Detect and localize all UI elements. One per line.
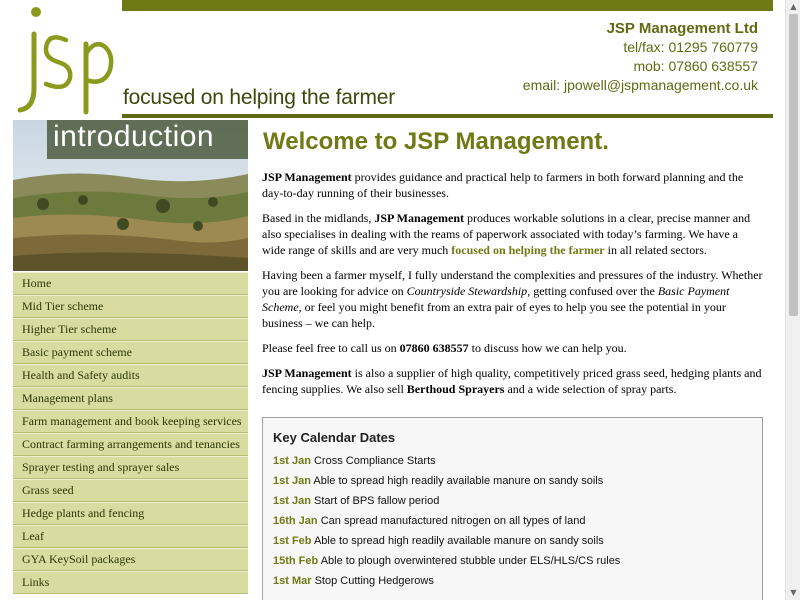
jsp-logo[interactable] bbox=[14, 0, 118, 116]
calendar-date: 1st Jan bbox=[273, 475, 311, 487]
intro-paragraph-3 bbox=[262, 267, 764, 331]
calendar-event: Can spread manufactured nitrogen on all types of land bbox=[320, 515, 586, 527]
sidebar-item-grass-seed[interactable]: Grass seed bbox=[13, 479, 248, 502]
scheme-name: Basic Payment Scheme bbox=[262, 284, 730, 314]
intro-paragraph-5 bbox=[262, 365, 764, 397]
calendar-event: Able to plough overwintered stubble under ELS/HLS/CS rules bbox=[320, 555, 621, 567]
calendar-date: 1st Jan bbox=[273, 455, 311, 467]
tagline: focused on helping the farmer bbox=[123, 86, 396, 109]
introduction-banner bbox=[13, 120, 248, 271]
calendar-event: Stop Cutting Hedgerows bbox=[314, 575, 434, 587]
mobile-number: mob: 07860 638557 bbox=[633, 58, 758, 74]
scheme-name: Countryside Stewardship bbox=[406, 284, 528, 298]
calendar-date: 15th Feb bbox=[273, 555, 319, 567]
company-name-strong: JSP Management bbox=[262, 366, 352, 380]
scrollbar-thumb[interactable] bbox=[789, 14, 798, 316]
company-name: JSP Management Ltd bbox=[606, 20, 758, 37]
intro-paragraph-4 bbox=[262, 340, 764, 356]
key-calendar-dates-box bbox=[262, 417, 763, 600]
paragraph-text: provides guidance and practical help to farmers in both forward planning and the day-to-day running of their businesses. bbox=[262, 170, 744, 200]
sidebar-item-farm-management-and-book-keeping-services[interactable]: Farm management and book keeping services bbox=[13, 410, 248, 433]
calendar-row bbox=[273, 554, 752, 568]
vertical-scrollbar[interactable] bbox=[785, 0, 800, 600]
paragraph-text: , or feel you might benefit from an extra pair of eyes to help you see the potential in your business – we can help. bbox=[262, 300, 726, 330]
company-name-strong: JSP Management bbox=[374, 211, 464, 225]
calendar-event: Cross Compliance Starts bbox=[313, 455, 436, 467]
calendar-row bbox=[273, 534, 752, 548]
calendar-date: 16th Jan bbox=[273, 515, 318, 527]
calendar-event: Start of BPS fallow period bbox=[313, 495, 440, 507]
calendar-row bbox=[273, 454, 752, 468]
banner-title: introduction bbox=[47, 120, 248, 159]
calendar-row bbox=[273, 574, 752, 588]
paragraph-text: to discuss how we can help you. bbox=[468, 341, 627, 355]
intro-paragraph-1 bbox=[262, 169, 764, 201]
sidebar-item-basic-payment-scheme[interactable]: Basic payment scheme bbox=[13, 341, 248, 364]
sidebar-item-links[interactable]: Links bbox=[13, 571, 248, 594]
contact-block bbox=[523, 19, 758, 95]
calendar-event: Able to spread high readily available manure on sandy soils bbox=[313, 475, 604, 487]
calendar-list bbox=[273, 454, 752, 588]
calendar-date: 1st Mar bbox=[273, 575, 312, 587]
calendar-event: Able to spread high readily available manure on sandy soils bbox=[313, 535, 604, 547]
scroll-down-arrow-icon[interactable]: ▼ bbox=[790, 588, 797, 597]
email-address[interactable]: email: jpowell@jspmanagement.co.uk bbox=[522, 77, 758, 93]
phone-number-strong: 07860 638557 bbox=[399, 341, 469, 355]
header-top-bar bbox=[122, 0, 773, 11]
calendar-row bbox=[273, 494, 752, 508]
sidebar-item-management-plans[interactable]: Management plans bbox=[13, 387, 248, 410]
calendar-date: 1st Jan bbox=[273, 495, 311, 507]
calendar-row bbox=[273, 514, 752, 528]
sidebar-item-mid-tier-scheme[interactable]: Mid Tier scheme bbox=[13, 295, 248, 318]
paragraph-text: in all related sectors. bbox=[604, 243, 707, 257]
header-divider bbox=[122, 114, 773, 118]
company-name-strong: JSP Management bbox=[262, 170, 352, 184]
sidebar-item-home[interactable]: Home bbox=[13, 272, 248, 295]
calendar-title: Key Calendar Dates bbox=[273, 430, 396, 445]
paragraph-text: Having been a farmer myself, I fully understand the complexities and pressures of the industry. Whether you are looking for advice on bbox=[262, 268, 763, 298]
sidebar-item-gya-keysoil-packages[interactable]: GYA KeySoil packages bbox=[13, 548, 248, 571]
intro-paragraph-2 bbox=[262, 210, 764, 258]
paragraph-text: Based in the midlands, bbox=[262, 211, 375, 225]
paragraph-text: , getting confused over the bbox=[527, 284, 658, 298]
brand-name-strong: Berthoud Sprayers bbox=[406, 382, 505, 396]
sidebar-item-contract-farming-arrangements-and-tenancies[interactable]: Contract farming arrangements and tenancies bbox=[13, 433, 248, 456]
sidebar-item-hedge-plants-and-fencing[interactable]: Hedge plants and fencing bbox=[13, 502, 248, 525]
sidebar-item-sprayer-testing-and-sprayer-sales[interactable]: Sprayer testing and sprayer sales bbox=[13, 456, 248, 479]
jsp-logo-icon bbox=[14, 0, 118, 116]
tagline-highlight: focused on helping the farmer bbox=[451, 243, 605, 257]
paragraph-text: Please feel free to call us on bbox=[262, 341, 400, 355]
scroll-up-arrow-icon[interactable]: ▲ bbox=[790, 2, 797, 11]
calendar-date: 1st Feb bbox=[273, 535, 312, 547]
sidebar-item-leaf[interactable]: Leaf bbox=[13, 525, 248, 548]
sidebar-item-health-and-safety-audits[interactable]: Health and Safety audits bbox=[13, 364, 248, 387]
paragraph-text: and a wide selection of spray parts. bbox=[504, 382, 677, 396]
main-content bbox=[262, 128, 764, 406]
paragraph-text: is also a supplier of high quality, competitively priced grass seed, hedging plants and fencing supplies. We also sell bbox=[262, 366, 762, 396]
sidebar-item-higher-tier-scheme[interactable]: Higher Tier scheme bbox=[13, 318, 248, 341]
page-heading: Welcome to JSP Management. bbox=[263, 128, 609, 155]
calendar-row bbox=[273, 474, 752, 488]
paragraph-text: produces workable solutions in a clear, precise manner and also specialises in dealing with the reams of paperwork associated with today’s farming. We have a wide range of skills and are very much bbox=[262, 211, 751, 257]
telfax-number: tel/fax: 01295 760779 bbox=[623, 39, 758, 55]
sidebar-nav bbox=[13, 272, 248, 594]
